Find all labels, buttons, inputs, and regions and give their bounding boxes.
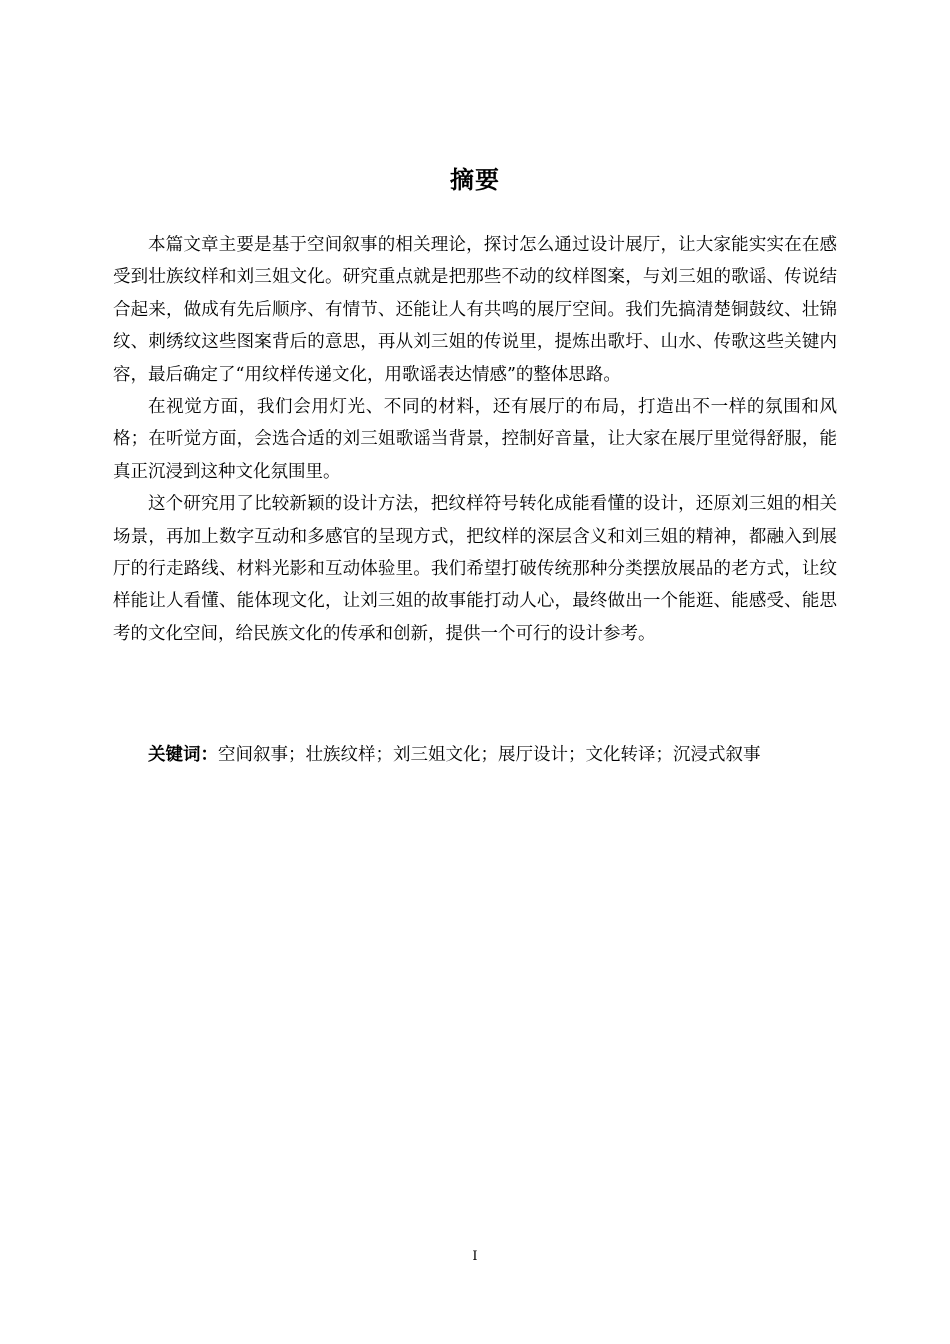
keywords-line: [113, 739, 853, 771]
abstract-body: [113, 229, 837, 650]
keywords-text: 空间叙事；壮族纹样；刘三姐文化；展厅设计；文化转译；沉浸式叙事: [218, 745, 761, 765]
page-number: I: [472, 1249, 478, 1264]
abstract-paragraph-3: 这个研究用了比较新颖的设计方法，把纹样符号转化成能看懂的设计，还原刘三姐的相关场景，再加上数字互动和多感官的呈现方式，把纹样的深层含义和刘三姐的精神，都融入到展厅的行走路线、材料光影和互动体验里。我们希望打破传统那种分类摆放展品的老方式，让纹样能让人看懂、能体现文化，让刘三姐的故事能打动人心，最终做出一个能逛、能感受、能思考的文化空间，给民族文化的传承和创新，提供一个可行的设计参考。: [113, 494, 837, 644]
abstract-paragraph-1: 本篇文章主要是基于空间叙事的相关理论，探讨怎么通过设计展厅，让大家能实实在在感受到壮族纹样和刘三姐文化。研究重点就是把那些不动的纹样图案，与刘三姐的歌谣、传说结合起来，做成有先后顺序、有情节、还能让人有共鸣的展厅空间。我们先搞清楚铜鼓纹、壮锦纹、刺绣纹这些图案背后的意思，再从刘三姐的传说里，提炼出歌圩、山水、传歌这些关键内容，最后确定了“用纹样传递文化，用歌谣表达情感”的整体思路。: [113, 235, 837, 385]
abstract-paragraph-2: 在视觉方面，我们会用灯光、不同的材料，还有展厅的布局，打造出不一样的氛围和风格；在听觉方面，会选合适的刘三姐歌谣当背景，控制好音量，让大家在展厅里觉得舒服，能真正沉浸到这种文化氛围里。: [113, 397, 837, 482]
abstract-title: 摘要: [450, 166, 500, 194]
keywords-label: 关键词：: [148, 745, 218, 765]
